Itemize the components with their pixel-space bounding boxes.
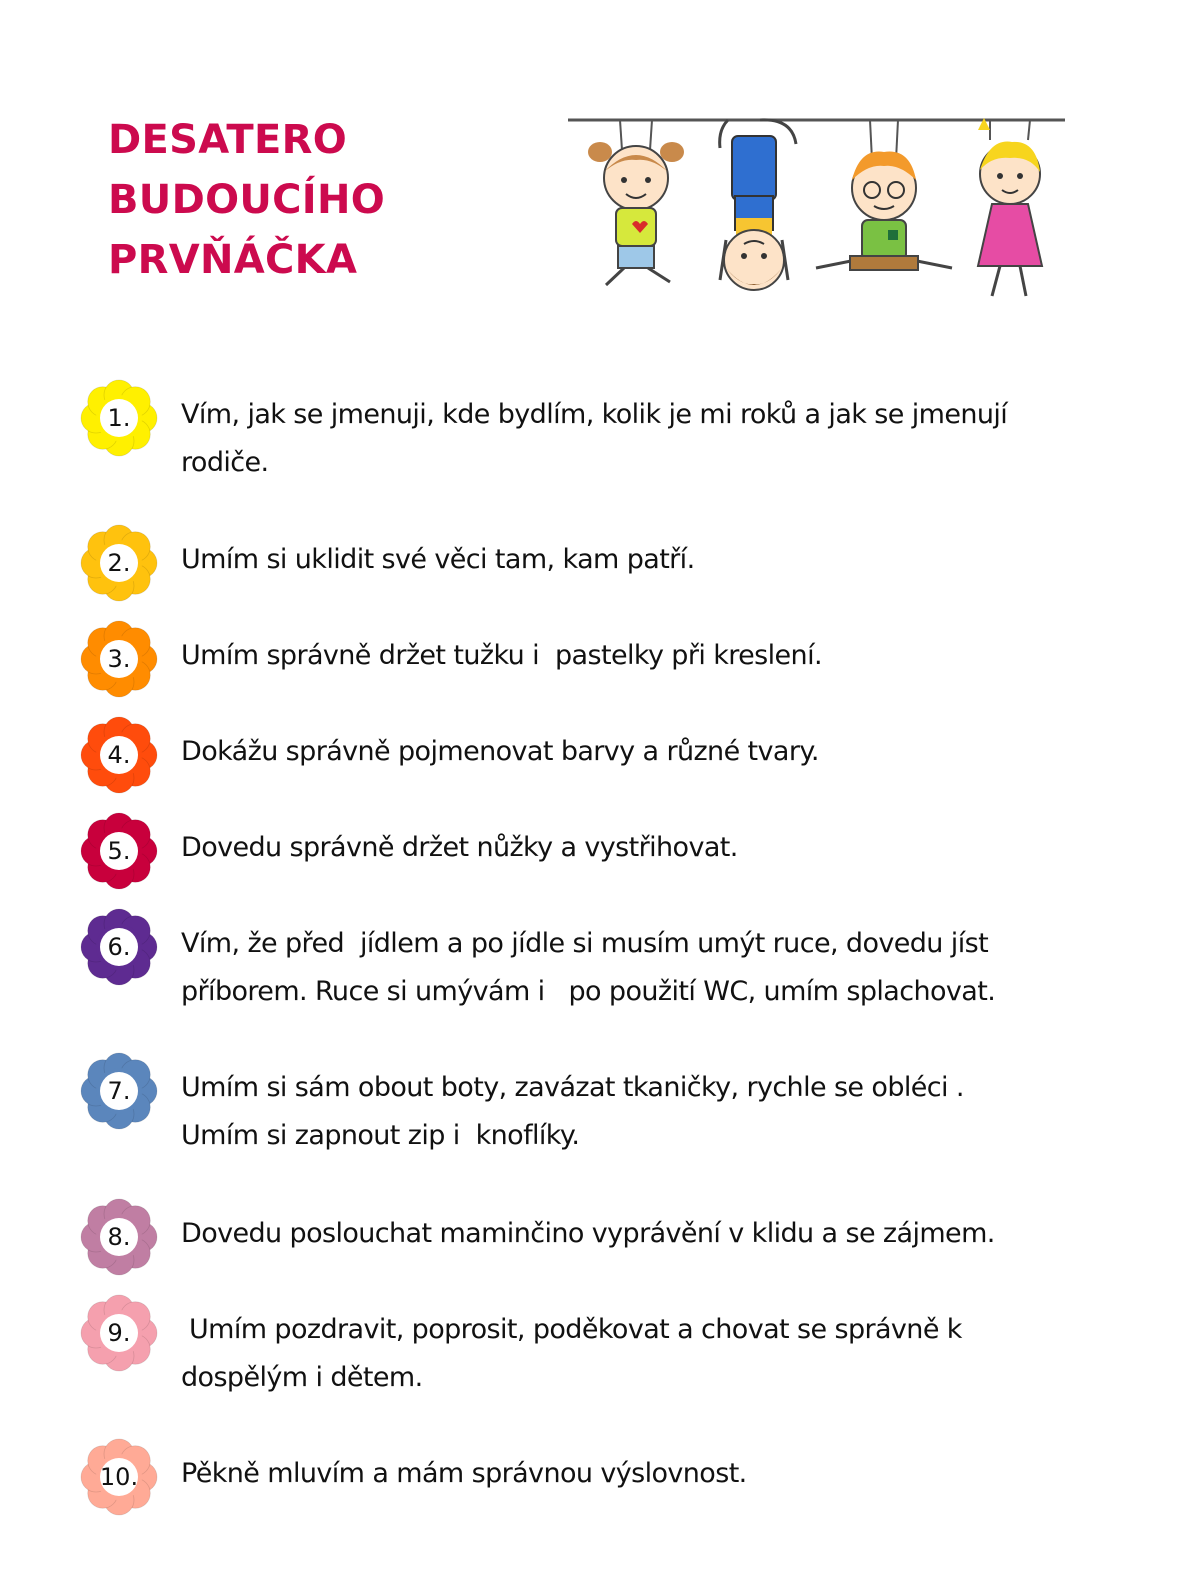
item-number: 4. bbox=[107, 741, 131, 769]
item-text-line: Vím, jak se jmenuji, kde bydlím, kolik je mi roků a jak se jmenují bbox=[181, 399, 1008, 430]
flower-number-badge-icon bbox=[76, 904, 162, 990]
item-text bbox=[181, 1210, 1081, 1258]
flower-number-badge-icon bbox=[76, 520, 162, 606]
child-girl-pigtails-icon bbox=[588, 120, 684, 285]
item-text-line: Dovedu správně držet nůžky a vystřihovat. bbox=[181, 832, 738, 863]
item-text-line: Pěkně mluvím a mám správnou výslovnost. bbox=[181, 1458, 747, 1489]
item-number: 10. bbox=[99, 1463, 139, 1491]
item-number: 5. bbox=[107, 837, 131, 865]
title-line-3: PRVŇÁČKA bbox=[108, 237, 358, 283]
item-number: 1. bbox=[107, 404, 131, 432]
flower-number-badge-icon bbox=[76, 1048, 162, 1134]
item-text-line: Dokážu správně pojmenovat barvy a různé tvary. bbox=[181, 736, 819, 767]
child-girl-pink-dress-icon bbox=[978, 118, 1042, 296]
item-text-line: Vím, že před jídlem a po jídle si musím umýt ruce, dovedu jíst bbox=[181, 928, 989, 959]
flower-number-badge-icon bbox=[76, 616, 162, 702]
flower-number-badge-icon bbox=[76, 712, 162, 798]
flower-number-badge-icon bbox=[76, 1434, 162, 1520]
item-text bbox=[181, 1450, 1081, 1498]
item-number: 6. bbox=[107, 933, 131, 961]
item-text bbox=[181, 391, 1081, 487]
item-text bbox=[181, 920, 1081, 1016]
item-text-line: Umím správně držet tužku i pastelky při kreslení. bbox=[181, 640, 822, 671]
item-text-line: rodiče. bbox=[181, 447, 269, 478]
item-number: 8. bbox=[107, 1223, 131, 1251]
child-boy-glasses-icon bbox=[816, 120, 952, 270]
item-text-line: Umím si uklidit své věci tam, kam patří. bbox=[181, 544, 695, 575]
item-text bbox=[181, 824, 1081, 872]
item-text-line: Umím pozdravit, poprosit, poděkovat a chovat se správně k bbox=[181, 1314, 962, 1345]
flower-number-badge-icon bbox=[76, 375, 162, 461]
item-text bbox=[181, 1306, 1081, 1402]
flower-number-badge-icon bbox=[76, 808, 162, 894]
item-number: 7. bbox=[107, 1077, 131, 1105]
item-text bbox=[181, 536, 1081, 584]
children-hanging-on-bar-illustration bbox=[560, 100, 1080, 310]
item-text bbox=[181, 1064, 1081, 1160]
item-number: 9. bbox=[107, 1319, 131, 1347]
title-line-1: DESATERO bbox=[108, 117, 348, 163]
page-title bbox=[108, 110, 385, 290]
item-number: 2. bbox=[107, 549, 131, 577]
flower-number-badge-icon bbox=[76, 1194, 162, 1280]
item-text bbox=[181, 632, 1081, 680]
child-boy-upside-down-icon bbox=[720, 120, 796, 290]
item-text-line: Umím si sám obout boty, zavázat tkaničky, rychle se obléci . bbox=[181, 1072, 964, 1103]
item-text-line: dospělým i dětem. bbox=[181, 1362, 423, 1393]
item-text-line: Dovedu poslouchat maminčino vyprávění v klidu a se zájmem. bbox=[181, 1218, 995, 1249]
item-text-line: příborem. Ruce si umývám i po použití WC, umím splachovat. bbox=[181, 976, 996, 1007]
item-number: 3. bbox=[107, 645, 131, 673]
title-line-2: BUDOUCÍHO bbox=[108, 177, 386, 223]
flower-number-badge-icon bbox=[76, 1290, 162, 1376]
item-text-line: Umím si zapnout zip i knoflíky. bbox=[181, 1120, 580, 1151]
item-text bbox=[181, 728, 1081, 776]
